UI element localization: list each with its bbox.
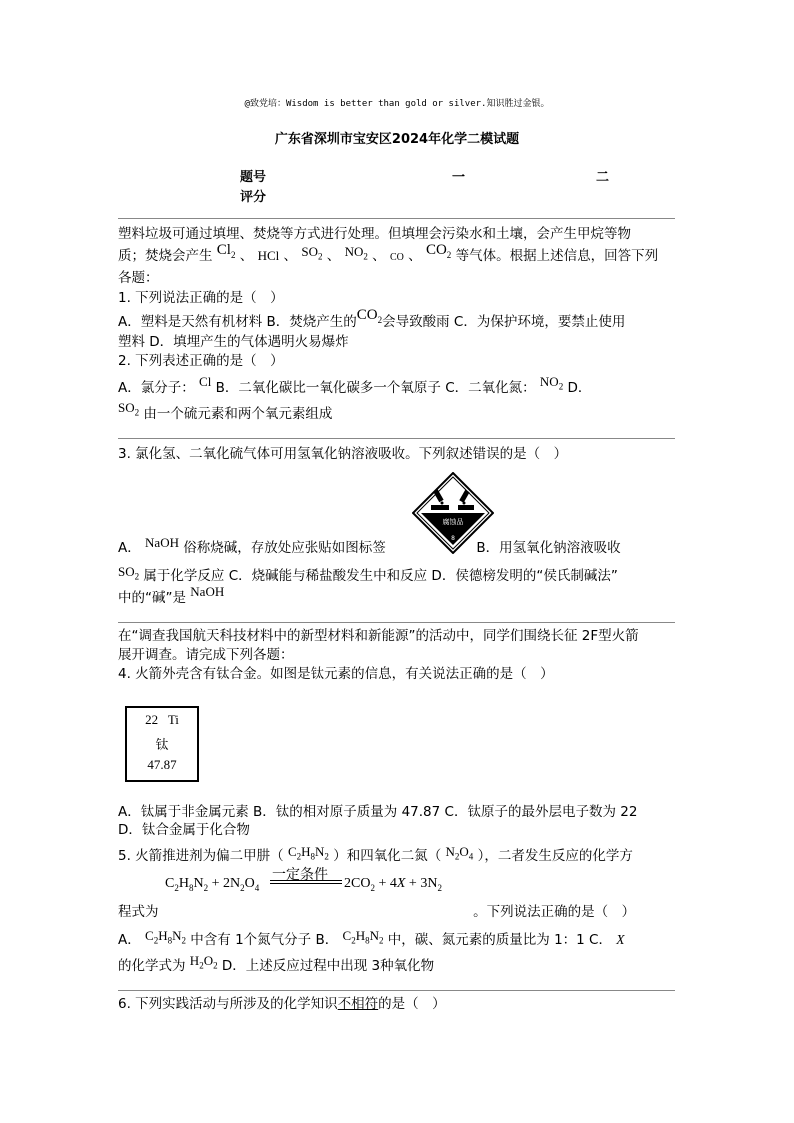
q5-options-line-2: 的化学式为 $H_2O_2$ D．上述反应过程中出现 3种氧化物 (118, 953, 435, 974)
atomic-number: 22 (145, 712, 159, 727)
equation-left: $C_2H_8N_2 + 2N_2O_4$ (165, 876, 260, 893)
q5-options-line-1: A． $C_2H_8N_2$ 中含有 1个氮气分子 B． $C_2H_8N_2$ 中，碳、氮元素的质量比为 1：1 C． X (118, 928, 625, 948)
separator (118, 218, 675, 219)
intro-line-3: 各题： (118, 270, 159, 286)
q3-options-line-1: A． NaOH 俗称烧碱，存放处应张贴如图标签 B．用氢氧化钠溶液吸收 (118, 535, 621, 556)
equation-right: $2CO_2 + 4X + 3N_2$ (344, 876, 442, 893)
q1-stem: 1. 下列说法正确的是（ ） (118, 290, 284, 306)
svg-text:8: 8 (451, 535, 455, 542)
score-table-col2: 二 (596, 170, 610, 185)
q2-options-line-1: A．氯分子： Cl B．二氧化碳比一氧化碳多一个氧原子 C．二氧化氮： $NO_2$ D． (118, 374, 592, 396)
q2-stem: 2. 下列表述正确的是（ ） (118, 353, 284, 369)
separator (118, 990, 675, 991)
q4-options-line-2: D．钛合金属于化合物 (118, 822, 250, 838)
element-symbol: Ti (167, 712, 179, 727)
intro2-line-1: 在“调查我国航天科技材料中的新型材料和新能源”的活动中，同学们围绕长征 2F型火箭 (118, 628, 639, 644)
q3-options-line-2: $SO_2$ 属于化学反应 C．烧碱能与稀盐酸发生中和反应 D．侯德榜发明的“侯氏制碱法” (118, 564, 618, 584)
q5-stem: 5. 火箭推进剂为偏二甲肼（ $C_2H_8N_2$ ）和四氧化二氮（ $N_2O_4$ ），二者发生反应的化学方 (118, 844, 633, 864)
page-title: 广东省深圳市宝安区2024年化学二模试题 (274, 132, 520, 147)
header-motto: @致党培：Wisdom is better than gold or silver.知识胜过金银。 (244, 99, 550, 109)
separator (118, 438, 675, 439)
q5-line-2: 程式为 。下列说法正确的是（ ） (118, 904, 636, 920)
separator (118, 622, 675, 623)
intro-line-2: 质；焚烧会产生 $Cl_2$ 、 HCl 、 $SO_2$ 、 $NO_2$ 、 CO 、 $CO_2$ 等气体。根据上述信息，回答下列 (118, 242, 659, 264)
intro-line-1: 塑料垃圾可通过填埋、焚烧等方式进行处理。但填埋会污染水和土壤，会产生甲烷等物 (118, 226, 631, 242)
sign-label: 腐蚀品 (442, 518, 464, 526)
equation-arrow-line (270, 880, 342, 881)
q2-options-line-2: $SO_2$ 由一个硫元素和两个氧元素组成 (118, 400, 333, 422)
score-table-col1: 一 (452, 170, 466, 185)
score-table-row2-label: 评分 (240, 190, 267, 205)
intro2-line-2: 展开调查。请完成下列各题： (118, 647, 294, 663)
q3-stem: 3. 氯化氢、二氧化硫气体可用氢氧化钠溶液吸收。下列叙述错误的是（ ） (118, 446, 568, 462)
q1-options-line-2: 塑料 D．填埋产生的气体遇明火易爆炸 (118, 334, 349, 350)
score-table-row1-label: 题号 (240, 170, 267, 185)
reaction-condition: 一定条件 (272, 868, 328, 883)
q4-stem: 4. 火箭外壳含有钛合金。如图是钛元素的信息，有关说法正确的是（ ） (118, 666, 554, 682)
q6-stem: 6. 下列实践活动与所涉及的化学知识不相符的是（ ） (118, 996, 446, 1012)
q1-options-line-1: A．塑料是天然有机材料 B．焚烧产生的$CO_2$会导致酸雨 C．为保护环境，要禁止使用 (118, 307, 626, 330)
q3-options-line-3: 中的“碱”是 NaOH (118, 584, 225, 606)
equation-arrow-line (270, 883, 342, 884)
titanium-element-card (125, 706, 199, 782)
q4-options-line-1: A．钛属于非金属元素 B．钛的相对原子质量为 47.87 C．钛原子的最外层电子数为 22 (118, 804, 638, 820)
element-name: 钛 (155, 737, 169, 752)
atomic-mass: 47.87 (147, 757, 177, 772)
